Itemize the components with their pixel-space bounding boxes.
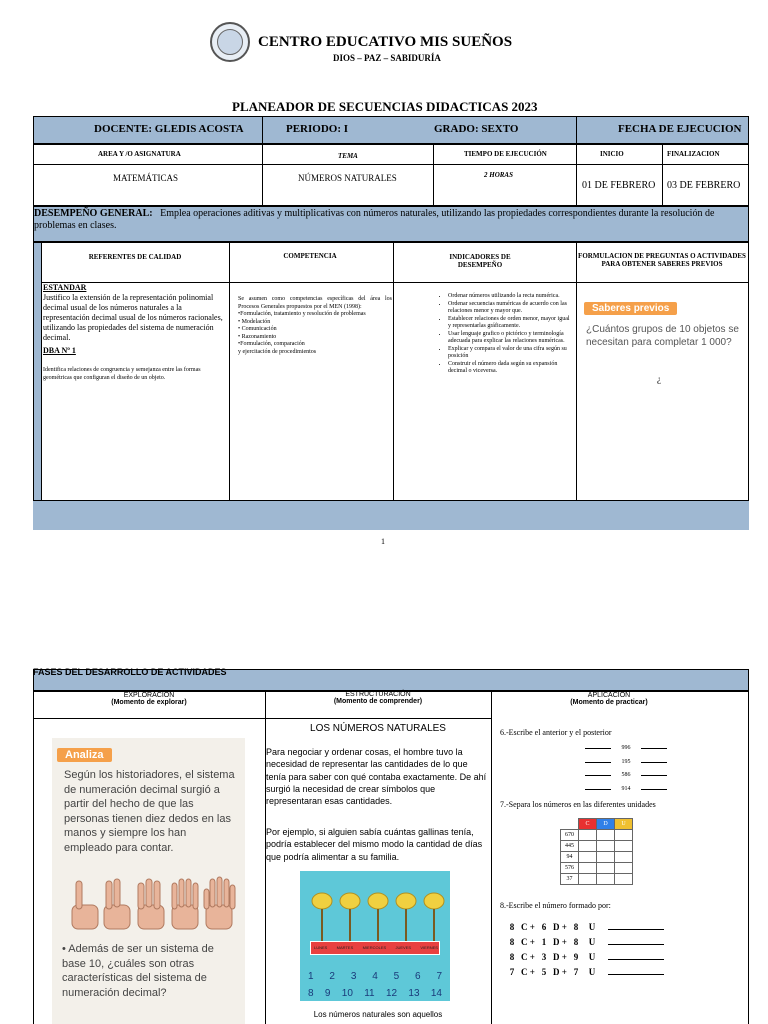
unit: C + bbox=[521, 967, 535, 977]
answer-blank[interactable] bbox=[641, 789, 667, 790]
calendar-day: 9 bbox=[324, 988, 331, 999]
unit: U bbox=[588, 922, 596, 932]
grado-label: GRADO: SEXTO bbox=[434, 123, 519, 135]
final-value: 03 DE FEBRERO bbox=[667, 180, 741, 191]
q6-list bbox=[582, 742, 670, 796]
comp-intro: Se asumen como competencias específicas del área los Procesos Generales propuestos por el MEN (1998): bbox=[238, 296, 392, 310]
unit: U bbox=[588, 967, 596, 977]
calendar-illustration bbox=[300, 871, 450, 1001]
page-number: 1 bbox=[381, 537, 385, 546]
answer-blank[interactable] bbox=[608, 944, 664, 945]
digit: 1 bbox=[541, 937, 547, 947]
calendar-day: 5 bbox=[393, 971, 400, 982]
day-label: MARTES bbox=[336, 945, 354, 950]
digit: 5 bbox=[541, 967, 547, 977]
calendar-row-1 bbox=[308, 971, 442, 982]
ind-item: • Usar lenguaje grafico o pictórico y terminología adecuada para explicar las relaciones numéricas. bbox=[448, 331, 570, 345]
ref-content bbox=[43, 283, 228, 382]
est-subtitle: (Momento de comprender) bbox=[333, 698, 423, 705]
ind-item: • Explicar y compara el valor de una cifra según su posición bbox=[448, 346, 570, 360]
area-header: AREA Y /O ASIGNATURA bbox=[98, 150, 181, 158]
q7-number: 576 bbox=[561, 863, 579, 874]
q8-text: 8.-Escribe el número formado por: bbox=[500, 901, 611, 910]
school-name: CENTRO EDUCATIVO MIS SUEÑOS bbox=[258, 34, 513, 50]
calendar-day: 13 bbox=[408, 988, 420, 999]
calendar-day: 1 bbox=[308, 971, 314, 982]
column-u: U bbox=[615, 819, 633, 830]
calendar-day: 3 bbox=[350, 971, 357, 982]
unit: U bbox=[588, 937, 596, 947]
apl-header bbox=[491, 692, 727, 706]
estandar-text: Justifico la extensión de la representación polinomial decimal usual de los números naturales a la representación decimal usual de los números racionales, utilizando las propiedades del sistema de numeración decimal. bbox=[43, 293, 223, 342]
comp-item: • Modelación bbox=[238, 318, 271, 325]
area-value: MATEMÁTICAS bbox=[113, 173, 179, 183]
q7-number: 94 bbox=[561, 852, 579, 863]
unit: D + bbox=[553, 937, 567, 947]
column-c: C bbox=[579, 819, 597, 830]
unit: D + bbox=[553, 967, 567, 977]
answer-blank[interactable] bbox=[641, 748, 667, 749]
q7-text: 7.-Separa los números en las diferentes unidades bbox=[500, 800, 656, 809]
calendar-day: 8 bbox=[308, 988, 314, 999]
school-logo bbox=[210, 22, 250, 62]
calendar-row-2 bbox=[308, 988, 442, 999]
est-header bbox=[265, 691, 491, 705]
q6-number: 996 bbox=[621, 745, 631, 751]
calendar-day: 4 bbox=[372, 971, 378, 982]
school-motto: DIOS – PAZ – SABIDURÍA bbox=[333, 53, 441, 63]
est-paragraph-2: Por ejemplo, si alguien sabía cuántas gallinas tenía, podría establecer del mismo modo la cantidad de días que podría alimentar a su familia. bbox=[266, 827, 483, 862]
unit: C + bbox=[521, 922, 535, 932]
q6-text: 6.-Escribe el anterior y el posterior bbox=[500, 728, 612, 737]
apl-title: APLICACIÓN bbox=[587, 692, 631, 699]
tiempo-value: 2 HORAS bbox=[484, 171, 513, 179]
unit: C + bbox=[521, 952, 535, 962]
comp-item: y ejercitación de procedimientos bbox=[238, 348, 317, 355]
q6-number: 914 bbox=[621, 785, 631, 792]
unit: D + bbox=[553, 922, 567, 932]
school-seal-icon bbox=[217, 29, 243, 55]
dba-text: Identifica relaciones de congruencia y semejanza entre las formas geométricas que configuran el diseño de un objeto. bbox=[43, 367, 201, 381]
fecha-label: FECHA DE EJECUCION bbox=[618, 123, 742, 135]
unit: D + bbox=[553, 952, 567, 962]
digit: 9 bbox=[573, 952, 579, 962]
q7-number: 445 bbox=[561, 841, 579, 852]
digit: 8 bbox=[573, 937, 579, 947]
q7-number: 37 bbox=[561, 874, 579, 885]
page-title: PLANEADOR DE SECUENCIAS DIDACTICAS 2023 bbox=[232, 99, 538, 114]
calendar-day: 6 bbox=[415, 971, 421, 982]
digit: 8 bbox=[509, 937, 515, 947]
hands-illustration bbox=[66, 875, 236, 931]
answer-blank[interactable] bbox=[641, 762, 667, 763]
answer-blank[interactable] bbox=[608, 974, 664, 975]
counting-hands-icon bbox=[66, 875, 236, 931]
digit: 7 bbox=[509, 967, 515, 977]
desempeno-description: Emplea operaciones aditivas y multiplicativas con números naturales, utilizando las propiedades correspondientes durante la resolución de problemas en clases. bbox=[34, 208, 715, 231]
calendar-day: 11 bbox=[364, 988, 375, 999]
day-label: LUNES bbox=[314, 945, 328, 950]
digit: 8 bbox=[509, 922, 515, 932]
days-row bbox=[314, 945, 438, 950]
answer-blank[interactable] bbox=[608, 929, 664, 930]
final-header: FINALIZACION bbox=[667, 150, 720, 158]
est-title-main: LOS NÚMEROS NATURALES bbox=[310, 723, 446, 734]
ind-item: • Ordenar secuencias numéricas de acuerdo con las relaciones menor y mayor que. bbox=[448, 301, 570, 315]
desempeno-text bbox=[34, 208, 748, 232]
inicio-value: 01 DE FEBRERO bbox=[582, 180, 656, 191]
docente-label: DOCENTE: GLEDIS ACOSTA bbox=[94, 123, 244, 135]
ind-header: INDICADORES DE DESEMPEÑO bbox=[449, 253, 511, 269]
tiempo-header: TIEMPO DE EJECUCIÓN bbox=[464, 150, 547, 158]
saberes-badge: Saberes previos bbox=[584, 302, 677, 315]
estandar-heading: ESTANDAR bbox=[43, 283, 87, 292]
desempeno-label: DESEMPEÑO GENERAL: bbox=[34, 208, 153, 219]
saberes-mark: ¿ bbox=[657, 374, 661, 384]
q6-number: 586 bbox=[621, 772, 631, 778]
day-label: JUEVES bbox=[395, 945, 412, 950]
digit: 6 bbox=[541, 922, 547, 932]
calendar-day: 7 bbox=[436, 971, 442, 982]
inicio-header: INICIO bbox=[600, 150, 624, 158]
calendar-day: 12 bbox=[385, 988, 398, 999]
exp-header bbox=[33, 692, 265, 706]
periodo-label: PERIODO: I bbox=[286, 123, 349, 135]
analiza-badge: Analiza bbox=[57, 748, 112, 762]
est-paragraph-1: Para negociar y ordenar cosas, el hombre tuvo la necesidad de representar las cantidades de lo que tenía para saber con qué contaba exactamente. De ahí surgió la necesidad de crear símbolos que representaran esas cantidades. bbox=[266, 747, 487, 807]
answer-blank[interactable] bbox=[608, 959, 664, 960]
form-header: FORMULACION DE PREGUNTAS O ACTIVIDADES PARA OBTENER SABERES PREVIOS bbox=[578, 252, 746, 268]
ref-header: REFERENTES DE CALIDAD bbox=[88, 253, 182, 261]
dba-heading: DBA Nº 1 bbox=[43, 346, 76, 355]
est-paragraph-3: Los números naturales son aquellos bbox=[313, 1010, 443, 1019]
q8-list bbox=[504, 920, 667, 980]
hens-icon bbox=[300, 871, 450, 941]
tema-value: NÚMEROS NATURALES bbox=[298, 173, 397, 183]
comp-item: •Formulación, tratamiento y resolución de problemas bbox=[238, 311, 366, 317]
unit: U bbox=[588, 952, 596, 962]
digit: 3 bbox=[541, 952, 547, 962]
column-d: D bbox=[597, 819, 615, 830]
unit: C + bbox=[521, 937, 535, 947]
calendar-day: 2 bbox=[329, 971, 335, 982]
tema-header: TEMA bbox=[338, 152, 358, 160]
place-value-table bbox=[560, 818, 633, 885]
fases-title: FASES DEL DESARROLLO DE ACTIVIDADES bbox=[33, 667, 227, 677]
answer-blank[interactable] bbox=[641, 775, 667, 776]
exp-title: EXPLORACIÓN bbox=[123, 692, 175, 699]
digit: 8 bbox=[573, 922, 579, 932]
day-label: MIERCOLES bbox=[362, 945, 387, 950]
ind-item: • Ordenar números utilizando la recta numérica. bbox=[448, 293, 570, 300]
ind-item: • Construir el número dada según su expansión decimal o viceversa. bbox=[448, 361, 570, 375]
q6-number: 195 bbox=[621, 758, 631, 765]
analiza-text: Según los historiadores, el sistema de numeración decimal surgió a partir del hecho de que las personas tienen diez dedos en las manos y siempre los han empleado para contar. bbox=[64, 769, 235, 854]
comp-item: • Razonamiento bbox=[238, 333, 277, 340]
saberes-question: ¿Cuántos grupos de 10 objetos se necesitan para completar 1 000? bbox=[586, 324, 739, 348]
ind-content bbox=[438, 293, 570, 376]
calendar-day: 10 bbox=[341, 988, 353, 999]
comp-header: COMPETENCIA bbox=[283, 252, 337, 260]
exp-subtitle: (Momento de explorar) bbox=[111, 699, 187, 706]
comp-item: •Formulación, comparación bbox=[238, 341, 305, 347]
apl-subtitle: (Momento de practicar) bbox=[570, 699, 648, 706]
calendar-day: 14 bbox=[430, 988, 442, 999]
q7-number: 670 bbox=[561, 830, 579, 841]
day-label: VIERNES bbox=[420, 945, 438, 950]
analiza-question: • Además de ser un sistema de base 10, ¿cuáles son otras características del sistema de numeración decimal? bbox=[62, 943, 214, 999]
digit: 8 bbox=[509, 952, 515, 962]
est-title: ESTRUCTURACIÓN bbox=[345, 691, 411, 698]
ind-item: • Establecer relaciones de orden menor, mayor igual y representarlas gráficamente. bbox=[448, 316, 570, 330]
comp-content bbox=[238, 296, 392, 356]
comp-item: • Comunicación bbox=[238, 326, 277, 332]
digit: 7 bbox=[573, 967, 579, 977]
